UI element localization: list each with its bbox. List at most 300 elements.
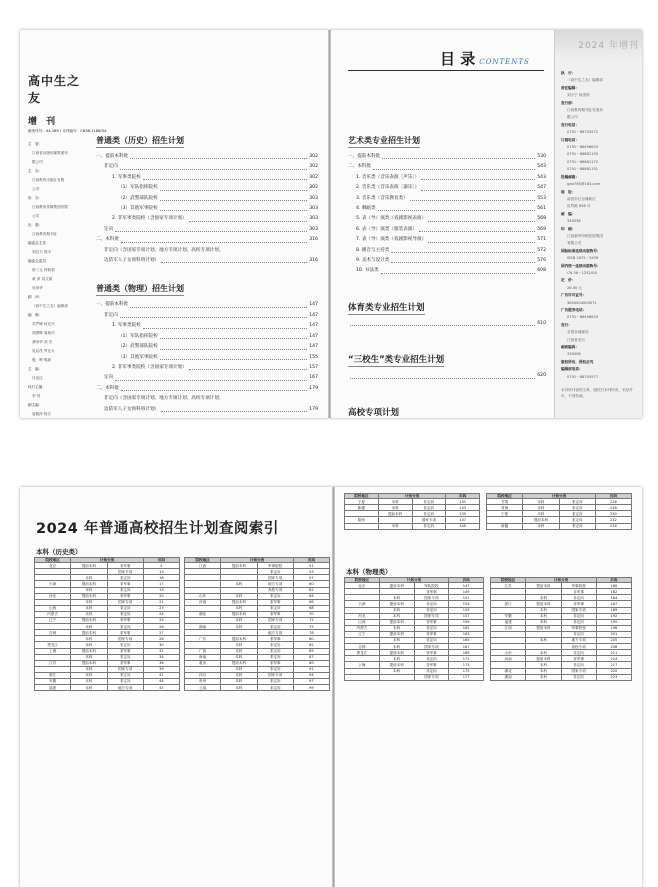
- cell-batch: 本科: [71, 575, 107, 581]
- cell-page: 36: [143, 660, 179, 666]
- staff-name: 公司: [32, 214, 40, 218]
- cell-batch: 提前本科: [221, 563, 257, 569]
- cell-plan-type: 非军事: [107, 618, 143, 624]
- cell-region: 江苏: [491, 583, 526, 589]
- toc-dot-leader: [121, 235, 307, 242]
- toc-page-number: 302: [309, 174, 318, 180]
- cell-page: 151: [449, 595, 484, 601]
- toc-entry: [96, 173, 318, 183]
- cell-batch: 提前本科: [526, 583, 561, 589]
- toc-heading-en: CONTENTS: [479, 58, 530, 66]
- cell-page: 16: [143, 575, 179, 581]
- info-value: 限公司: [567, 115, 578, 120]
- cell-page: 57: [293, 575, 329, 581]
- cell-page: 161: [449, 625, 484, 631]
- cell-page: 97: [293, 678, 329, 684]
- cell-plan-type: 国家专项: [561, 668, 596, 674]
- staff-name: 《高中生之友》编辑部: [32, 304, 68, 308]
- toc-entry-text: 4. 舞蹈类: [356, 206, 376, 212]
- cell-region: 福建: [35, 685, 71, 691]
- cell-page: 94: [293, 672, 329, 678]
- info-value: 0791－86861151: [567, 167, 599, 172]
- toc-section-title: 普通类（物理）招生计划: [96, 283, 184, 296]
- cell-plan-type: 地方专项: [561, 638, 596, 644]
- staff-name: 江西省出版传媒集团有: [32, 151, 68, 155]
- toc-page-number: 302: [309, 185, 318, 191]
- cell-batch: 本科: [221, 678, 257, 684]
- cell-page: 230: [595, 511, 631, 517]
- staff-list: [28, 140, 80, 418]
- cell-page: 70: [293, 611, 329, 617]
- cell-plan-type: 国家专项: [561, 607, 596, 613]
- toc-page-number: 608: [537, 268, 546, 274]
- toc-entry-text: 1. 军事类院校: [112, 323, 141, 329]
- hist-index-table-b: [184, 557, 330, 691]
- cell-plan-type: 非定向: [559, 505, 595, 511]
- cell-plan-type: 非军事: [561, 601, 596, 607]
- cell-page: 68: [293, 605, 329, 611]
- cell-page: 234: [595, 523, 631, 529]
- info-key: 编辑部电话：: [561, 367, 583, 372]
- cell-batch: 提前本科: [71, 581, 107, 587]
- toc-entry-text: 1. 军事类院校: [112, 174, 141, 180]
- toc-entry: [96, 394, 318, 404]
- cell-page: 51: [293, 563, 329, 569]
- cell-plan-type: 地方专项: [257, 581, 293, 587]
- cell-page: 133: [446, 505, 480, 511]
- toc-entry: [348, 319, 546, 329]
- toc-entry: [96, 256, 318, 266]
- toc-entry-text: 一、提前本科批: [96, 302, 129, 308]
- cell-plan-type: 非军事: [414, 589, 449, 595]
- toc-page-number: 620: [537, 373, 546, 379]
- cell-plan-type: 国家专项: [257, 575, 293, 581]
- toc-dot-leader: [160, 194, 308, 201]
- toc-entry: [96, 405, 318, 415]
- info-value: 26.00 元: [567, 285, 583, 290]
- cell-batch: 本科: [526, 619, 561, 625]
- staff-name: 江西教育传媒集团有限: [32, 205, 68, 209]
- toc-dot-leader: [115, 373, 307, 380]
- info-key: 执 行：: [561, 71, 576, 75]
- cell-region: 北京: [35, 563, 71, 569]
- header-category: 计划分类: [526, 578, 597, 583]
- info-value: 江西省发行: [567, 337, 585, 342]
- cell-batch: 提前本科: [523, 517, 559, 523]
- staff-role: 协 办：: [28, 196, 43, 200]
- info-value: 330038: [567, 219, 581, 224]
- staff-role: 主 编：: [28, 367, 43, 371]
- header-region: 院校地区: [345, 494, 379, 499]
- header-page: 页码: [449, 578, 484, 583]
- staff-name: 吕忠红: [32, 376, 43, 380]
- info-key: 投稿邮箱：: [561, 174, 579, 179]
- cell-plan-type: 非军事: [107, 563, 143, 569]
- copyright-note: 本刊所刊登的文章，版权归本刊所有，未经许可，不得转载。: [561, 388, 633, 399]
- staff-role: 副主编：: [28, 403, 43, 407]
- cell-batch: 本科: [379, 638, 414, 644]
- toc-dot-leader: [350, 371, 535, 378]
- cell-region: 甘肃: [487, 499, 523, 505]
- toc-entry-text: 7. 表（导）演类（戏剧影视导演）: [356, 237, 427, 243]
- cell-batch: 本科: [71, 666, 107, 672]
- cell-page: 19: [143, 587, 179, 593]
- cell-plan-type: 军队院校: [414, 583, 449, 589]
- toc-entry-text: （3）其他军事院校: [118, 206, 158, 212]
- cell-page: 47: [143, 685, 179, 691]
- index-title: 2024 年普通高校招生计划查阅索引: [36, 521, 279, 537]
- cell-page: 228: [595, 505, 631, 511]
- cell-batch: 提前本科: [379, 583, 414, 589]
- cell-batch: 本科: [221, 642, 257, 648]
- cell-plan-type: 高校专项: [561, 644, 596, 650]
- cell-plan-type: 国家专项: [412, 517, 446, 523]
- table-row: [491, 674, 632, 680]
- toc-entry: [96, 183, 318, 193]
- cell-page: 187: [596, 601, 631, 607]
- cell-batch: 本科: [378, 505, 412, 511]
- cell-batch: 本科: [221, 605, 257, 611]
- header-page: 页码: [446, 494, 480, 499]
- info-key: 版权所有，侵权必究: [561, 359, 594, 364]
- header-region: 院校地区: [185, 558, 221, 563]
- cell-batch: 本科: [221, 685, 257, 691]
- cell-region: 河北: [345, 613, 380, 619]
- toc-entry-text: 6. 表（导）演类（服装表演）: [356, 226, 417, 232]
- cell-batch: 提前本科: [379, 619, 414, 625]
- cell-batch: 本科: [221, 672, 257, 678]
- cell-batch: 本科: [71, 654, 107, 660]
- cell-plan-type: 非定向: [561, 613, 596, 619]
- cell-region: 北京: [345, 583, 380, 589]
- toc-entry: [96, 342, 318, 352]
- cell-plan-type: 非定向: [414, 625, 449, 631]
- toc-entry: [96, 225, 318, 235]
- toc-dot-leader: [121, 384, 307, 391]
- toc-entry-text: 一、提前本科批: [96, 154, 129, 159]
- cell-batch: 本科: [71, 587, 107, 593]
- cell-region: 湖北: [185, 611, 221, 617]
- info-value: 刘小宁 杨美婷: [567, 93, 590, 98]
- cell-plan-type: 国家专项: [257, 672, 293, 678]
- info-value: 0791－86496629: [567, 145, 599, 150]
- cell-page: 180: [596, 583, 631, 589]
- cell-region: [345, 523, 379, 529]
- info-value: 0791－86496629: [567, 315, 599, 320]
- cell-region: 云南: [185, 685, 221, 691]
- cell-region: 新疆: [345, 505, 379, 511]
- cell-batch: 本科: [71, 605, 107, 611]
- toc-entry: [348, 162, 546, 172]
- toc-entry-text: 定向: [104, 375, 114, 381]
- cell-page: 169: [449, 650, 484, 656]
- toc-entry-text: 2. 非军事类院校（含国家专项计划）: [112, 216, 187, 222]
- cell-region: 广东: [185, 636, 221, 642]
- toc-entry: [96, 373, 318, 383]
- cell-batch: 本科: [221, 666, 257, 672]
- cell-batch: 提前本科: [379, 601, 414, 607]
- toc-dot-leader: [350, 319, 535, 326]
- staff-role: 编委会委员：: [28, 259, 50, 263]
- cell-plan-type: 军事院校: [561, 583, 596, 589]
- cell-plan-type: 国家专项: [414, 674, 449, 680]
- info-value: 0791－86705572: [567, 130, 599, 135]
- info-deco-text: 2024 年增刊: [578, 41, 639, 51]
- cell-plan-type: 国家专项: [257, 618, 293, 624]
- toc-section: [348, 339, 546, 381]
- cell-page: 34: [143, 654, 179, 660]
- toc-dot-leader: [160, 353, 308, 360]
- cell-region: 湖南: [185, 624, 221, 630]
- info-list: [561, 70, 636, 381]
- toc-page-number: 302: [309, 164, 318, 170]
- staff-name: 吴荣华: [32, 286, 43, 290]
- cell-page: 91: [293, 666, 329, 672]
- cell-page: 226: [595, 499, 631, 505]
- toc-page-number: 572: [537, 247, 546, 253]
- toc-entry: [348, 266, 546, 276]
- cell-batch: 本科: [523, 505, 559, 511]
- cell-plan-type: 国家专项: [107, 599, 143, 605]
- cell-region: 吉林: [35, 630, 71, 636]
- cell-page: 23: [143, 605, 179, 611]
- toc-dot-leader: [421, 183, 535, 190]
- toc-page-number: 155: [309, 354, 318, 360]
- info-value: 0791－86861172: [567, 159, 599, 164]
- cell-page: 232: [595, 517, 631, 523]
- cell-page: 198: [596, 625, 631, 631]
- cell-batch: 提前本科: [526, 656, 561, 662]
- toc-entry-text: 5. 表（导）演类（戏剧影视表演）: [356, 216, 427, 222]
- toc-entry: [348, 246, 546, 256]
- cell-region: 湖北: [491, 668, 526, 674]
- cell-plan-type: 国家专项: [107, 569, 143, 575]
- cell-batch: 提前本科: [71, 593, 107, 599]
- toc-dot-leader: [428, 214, 535, 221]
- table-header-row: [491, 578, 632, 583]
- cell-plan-type: 非定向: [257, 685, 293, 691]
- cell-page: 153: [449, 601, 484, 607]
- info-key: 发行部：: [561, 100, 576, 105]
- toc-section-title: “三校生”类专业招生计划: [348, 355, 445, 366]
- info-key: 国内统一连续出版物号：: [561, 263, 601, 268]
- staff-name: 公司: [32, 187, 40, 191]
- header-category: 计划分类: [221, 558, 294, 563]
- cell-plan-type: 非定向: [107, 587, 143, 593]
- header-category: 计划分类: [523, 494, 596, 499]
- cell-page: 24: [143, 611, 179, 617]
- info-key: 订阅电话：: [561, 137, 579, 142]
- toc-right-column: [348, 30, 546, 418]
- cell-plan-type: 非定向: [561, 619, 596, 625]
- cont-index-table-b: [486, 493, 632, 530]
- toc-page-number: 179: [309, 406, 318, 412]
- header-category: 计划分类: [378, 494, 446, 499]
- cell-page: 165: [449, 638, 484, 644]
- cell-region: 辽宁: [345, 631, 380, 637]
- toc-dot-leader: [189, 363, 307, 370]
- cell-region: 江西: [491, 625, 526, 631]
- table-header-row: [345, 578, 484, 583]
- header-category: 计划分类: [71, 558, 144, 563]
- cell-plan-type: 非定向: [257, 624, 293, 630]
- toc-entry: [96, 204, 318, 214]
- cell-region: 福建: [491, 619, 526, 625]
- toc-dot-leader: [160, 342, 308, 349]
- toc-dot-leader: [143, 321, 307, 328]
- toc-dot-leader: [382, 152, 535, 159]
- cell-batch: 提前本科: [379, 650, 414, 656]
- toc-page-number: 547: [537, 185, 546, 191]
- toc-page-number: 303: [309, 206, 318, 212]
- cell-page: 5: [143, 563, 179, 569]
- cell-plan-type: 非军事: [107, 581, 143, 587]
- toc-dot-leader: [143, 173, 307, 180]
- header-page: 页码: [596, 578, 631, 583]
- info-value: gzsl765@163.com: [567, 182, 601, 187]
- cell-page: 131: [446, 499, 480, 505]
- cell-page: 72: [293, 618, 329, 624]
- cell-page: 173: [449, 662, 484, 668]
- cell-batch: 提前本科: [221, 660, 257, 666]
- toc-section: [96, 276, 318, 414]
- toc-entry-text: 边防军人子女预科班计划）: [104, 258, 160, 264]
- cell-region: 黑龙江: [35, 642, 71, 648]
- cell-plan-type: 非军事: [257, 636, 293, 642]
- staff-name: 江西教育期刊社: [32, 232, 58, 236]
- index-spread: [20, 487, 642, 887]
- cell-batch: 本科: [221, 593, 257, 599]
- cell-batch: 本科: [379, 607, 414, 613]
- toc-entry: [96, 353, 318, 363]
- cell-batch: 本科: [378, 499, 412, 505]
- cell-plan-type: 非定向: [561, 595, 596, 601]
- table-row: [487, 523, 632, 529]
- toc-dot-leader: [115, 225, 307, 232]
- cell-batch: 本科: [379, 595, 414, 601]
- toc-entry-text: 1. 音乐类（音乐表演［声乐］）: [356, 174, 420, 180]
- toc-page-number: 302: [309, 154, 318, 159]
- cell-plan-type: 国家专项: [414, 613, 449, 619]
- cell-region: 上海: [345, 662, 380, 668]
- cell-page: 157: [449, 613, 484, 619]
- cell-plan-type: 非军事: [257, 599, 293, 605]
- cell-plan-type: 非定向: [414, 668, 449, 674]
- info-value: 330006: [567, 352, 581, 357]
- header-page: 页码: [293, 558, 329, 563]
- toc-entry-text: 二、本科批: [96, 385, 119, 391]
- cell-plan-type: 非定向: [107, 672, 143, 678]
- staff-role: 编 辑：: [28, 313, 43, 317]
- contents-spread: [20, 30, 642, 418]
- cell-page: 192: [596, 613, 631, 619]
- toc-entry: [348, 225, 546, 235]
- staff-name: 限公司: [32, 160, 43, 164]
- info-key: 邮政编码：: [561, 345, 579, 350]
- cell-page: 220: [596, 668, 631, 674]
- cell-plan-type: 非定向: [561, 650, 596, 656]
- toc-page-number: 316: [309, 258, 318, 264]
- toc-dot-leader: [378, 204, 536, 211]
- staff-name: 龚荣华 刘 芳: [32, 340, 53, 344]
- cell-plan-type: 非定向: [559, 499, 595, 505]
- page-gutter: [332, 487, 335, 887]
- cell-page: 41: [143, 672, 179, 678]
- cell-page: 167: [449, 644, 484, 650]
- cell-page: 44: [143, 678, 179, 684]
- info-value: 有限公司: [567, 241, 582, 246]
- toc-page-number: 303: [309, 226, 318, 232]
- cell-page: 17: [143, 581, 179, 587]
- cell-plan-type: 非定向: [559, 511, 595, 517]
- toc-page-number: 553: [537, 195, 546, 201]
- toc-heading-cn: 目 录: [440, 50, 476, 68]
- staff-role: 主 办：: [28, 169, 43, 173]
- toc-section: [96, 128, 318, 266]
- toc-entry-text: 非定向（含国家专项计划、地方专项计划、高校专项计划、: [104, 247, 224, 253]
- toc-entry: [348, 183, 546, 193]
- cell-page: 82: [293, 642, 329, 648]
- hist-section-label: 本科（历史类）: [36, 548, 82, 556]
- cell-region: 上海: [35, 648, 71, 654]
- cell-plan-type: 非军事: [257, 660, 293, 666]
- info-value: 《高中生之友》编辑部: [567, 78, 603, 83]
- cell-batch: 本科: [71, 672, 107, 678]
- toc-entry-text: 非定向: [104, 312, 118, 318]
- cell-batch: 提前本科: [71, 618, 107, 624]
- cell-page: 32: [143, 648, 179, 654]
- cell-batch: 本科: [526, 662, 561, 668]
- phys-section-label: 本科（物理类）: [346, 568, 392, 576]
- cell-region: 辽宁: [35, 618, 71, 624]
- cell-batch: 提前本科: [378, 511, 412, 517]
- cell-page: 21: [143, 599, 179, 605]
- cell-region: 山西: [345, 619, 380, 625]
- cell-page: 30: [143, 642, 179, 648]
- table-header-row: [185, 558, 330, 563]
- toc-entry-text: （1）军队指挥院校: [118, 185, 158, 191]
- cell-page: 201: [596, 631, 631, 637]
- cell-plan-type: 非定向: [107, 654, 143, 660]
- cell-region: [345, 674, 380, 680]
- cell-region: 宁夏: [345, 499, 379, 505]
- header-category: 计划分类: [379, 578, 449, 583]
- toc-page-number: 147: [309, 323, 318, 329]
- toc-entry: [96, 246, 318, 256]
- info-value: 江西新华印刷发展集团: [567, 233, 603, 238]
- cell-region: 黑龙江: [345, 650, 380, 656]
- cell-page: 66: [293, 599, 329, 605]
- staff-role: 出 版：: [28, 223, 43, 227]
- info-value: 南昌市红谷滩新区: [567, 196, 596, 201]
- cell-page: 85: [293, 648, 329, 654]
- cell-region: 江西: [185, 563, 221, 569]
- cell-plan-type: 非定向: [257, 648, 293, 654]
- toc-entry-text: 2. 非军事类院校（含国家专项计划）: [112, 364, 187, 370]
- cell-region: 天津: [35, 581, 71, 587]
- toc-dot-leader: [160, 183, 308, 190]
- cell-region: 湖南: [491, 674, 526, 680]
- cell-region: 山东: [185, 593, 221, 599]
- toc-dot-leader: [160, 332, 308, 339]
- toc-dot-leader: [161, 256, 307, 263]
- cell-region: 宁夏: [487, 511, 523, 517]
- toc-dot-leader: [130, 300, 307, 307]
- info-value: ISSN 1672－5476: [567, 256, 599, 261]
- toc-page-number: 303: [309, 195, 318, 201]
- cell-batch: 本科: [221, 618, 257, 624]
- toc-dot-leader: [161, 405, 307, 412]
